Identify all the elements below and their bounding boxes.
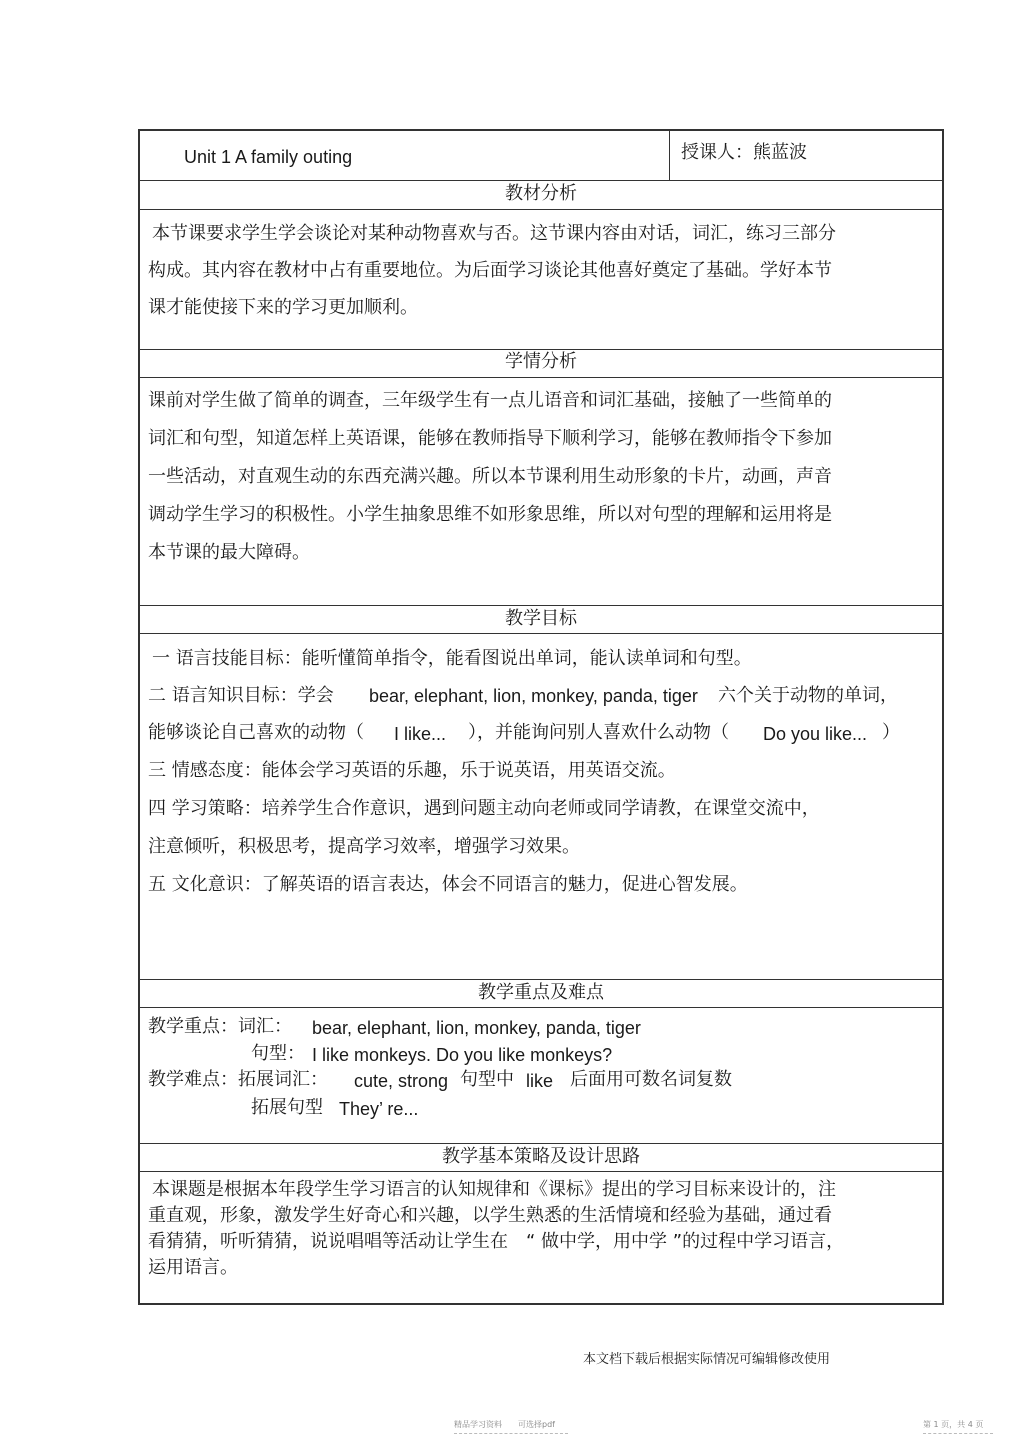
students-line: 本节课的最大障碍。 <box>148 542 310 563</box>
teacher-name: 授课人：熊蓝波 <box>681 142 807 163</box>
key-word: like <box>526 1071 554 1091</box>
goal-line: 六个关于动物的单词， <box>718 685 898 706</box>
goal-line: 四 学习策略：培养学生合作意识，遇到问题主动向老师或同学请教，在课堂交流中， <box>148 798 820 819</box>
material-line: 课才能使接下来的学习更加顺利。 <box>148 297 418 318</box>
section-header-strategy: 教学基本策略及设计思路 <box>442 1146 640 1167</box>
rule <box>140 377 942 378</box>
goal-line: ），并能询问别人喜欢什么动物（ <box>468 722 729 743</box>
key-label: 句型中 <box>460 1069 514 1090</box>
rule <box>140 180 942 181</box>
section-header-goals: 教学目标 <box>505 608 577 629</box>
lesson-plan-table <box>138 129 944 1305</box>
key-sentence: I like monkeys. Do you like monkeys? <box>312 1045 613 1065</box>
rule <box>140 1171 942 1172</box>
footer-dash <box>454 1433 568 1434</box>
goal-phrase: I like... <box>394 724 447 744</box>
unit-title: Unit 1 A family outing <box>184 147 353 167</box>
strategy-line: 重直观，形象，激发学生好奇心和兴趣，以学生熟悉的生活情境和经验为基础，通过看 <box>148 1205 832 1226</box>
goal-line: 三 情感态度：能体会学习英语的乐趣，乐于说英语，用英语交流。 <box>148 760 676 781</box>
strategy-line: 看猜猜，听听猜猜，说说唱唱等活动让学生在 “ 做中学，用中学 ”的过程中学习语言， <box>148 1231 845 1252</box>
key-vocab: cute, strong <box>354 1071 449 1091</box>
footer-dash <box>923 1433 993 1434</box>
key-label: 后面用可数名词复数 <box>570 1069 732 1090</box>
footer-watermark-left: 精品学习资料 可选择pdf <box>454 1420 555 1429</box>
goal-line: 注意倾听，积极思考，提高学习效率，增强学习效果。 <box>148 836 580 857</box>
goal-line: 二 语言知识目标：学会 <box>148 685 334 706</box>
key-label: 教学难点：拓展词汇： <box>148 1069 328 1090</box>
key-label: 拓展句型 <box>251 1097 323 1118</box>
students-line: 一些活动，对直观生动的东西充满兴趣。所以本节课利用生动形象的卡片，动画，声音 <box>148 466 832 487</box>
key-vocab: bear, elephant, lion, monkey, panda, tiger <box>312 1018 641 1038</box>
goal-line: ） <box>882 722 900 743</box>
key-sentence: They’ re... <box>339 1099 419 1119</box>
rule <box>140 633 942 634</box>
rule <box>140 209 942 210</box>
goal-line: 能够谈论自己喜欢的动物（ <box>148 722 364 743</box>
students-line: 词汇和句型，知道怎样上英语课，能够在教师指导下顺利学习，能够在教师指令下参加 <box>148 428 832 449</box>
section-header-key-points: 教学重点及难点 <box>478 982 604 1003</box>
key-label: 句型： <box>251 1043 305 1064</box>
students-line: 调动学生学习的积极性。小学生抽象思维不如形象思维，所以对句型的理解和运用将是 <box>148 504 832 525</box>
strategy-line: 运用语言。 <box>148 1257 238 1278</box>
goal-vocab: bear, elephant, lion, monkey, panda, tiger <box>369 686 698 706</box>
students-line: 课前对学生做了简单的调查，三年级学生有一点儿语音和词汇基础，接触了一些简单的 <box>148 390 832 411</box>
rule <box>140 605 942 606</box>
goal-phrase: Do you like... <box>763 724 868 744</box>
section-header-material: 教材分析 <box>505 183 577 204</box>
footer-page-number: 第 1 页，共 4 页 <box>923 1420 984 1429</box>
rule <box>140 979 942 980</box>
rule <box>669 131 670 180</box>
strategy-line: 本课题是根据本年段学生学习语言的认知规律和《课标》提出的学习目标来设计的，注 <box>152 1179 836 1200</box>
goal-line: 一 语言技能目标：能听懂简单指令，能看图说出单词，能认读单词和句型。 <box>152 648 752 669</box>
material-line: 构成。其内容在教材中占有重要地位。为后面学习谈论其他喜好奠定了基础。学好本节 <box>148 260 832 281</box>
section-header-students: 学情分析 <box>505 351 577 372</box>
rule <box>140 1143 942 1144</box>
rule <box>140 1007 942 1008</box>
material-line: 本节课要求学生学会谈论对某种动物喜欢与否。这节课内容由对话，词汇，练习三部分 <box>152 223 836 244</box>
footer-note: 本文档下载后根据实际情况可编辑修改使用 <box>583 1352 831 1367</box>
key-label: 教学重点：词汇： <box>148 1016 292 1037</box>
goal-line: 五 文化意识：了解英语的语言表达，体会不同语言的魅力，促进心智发展。 <box>148 874 748 895</box>
